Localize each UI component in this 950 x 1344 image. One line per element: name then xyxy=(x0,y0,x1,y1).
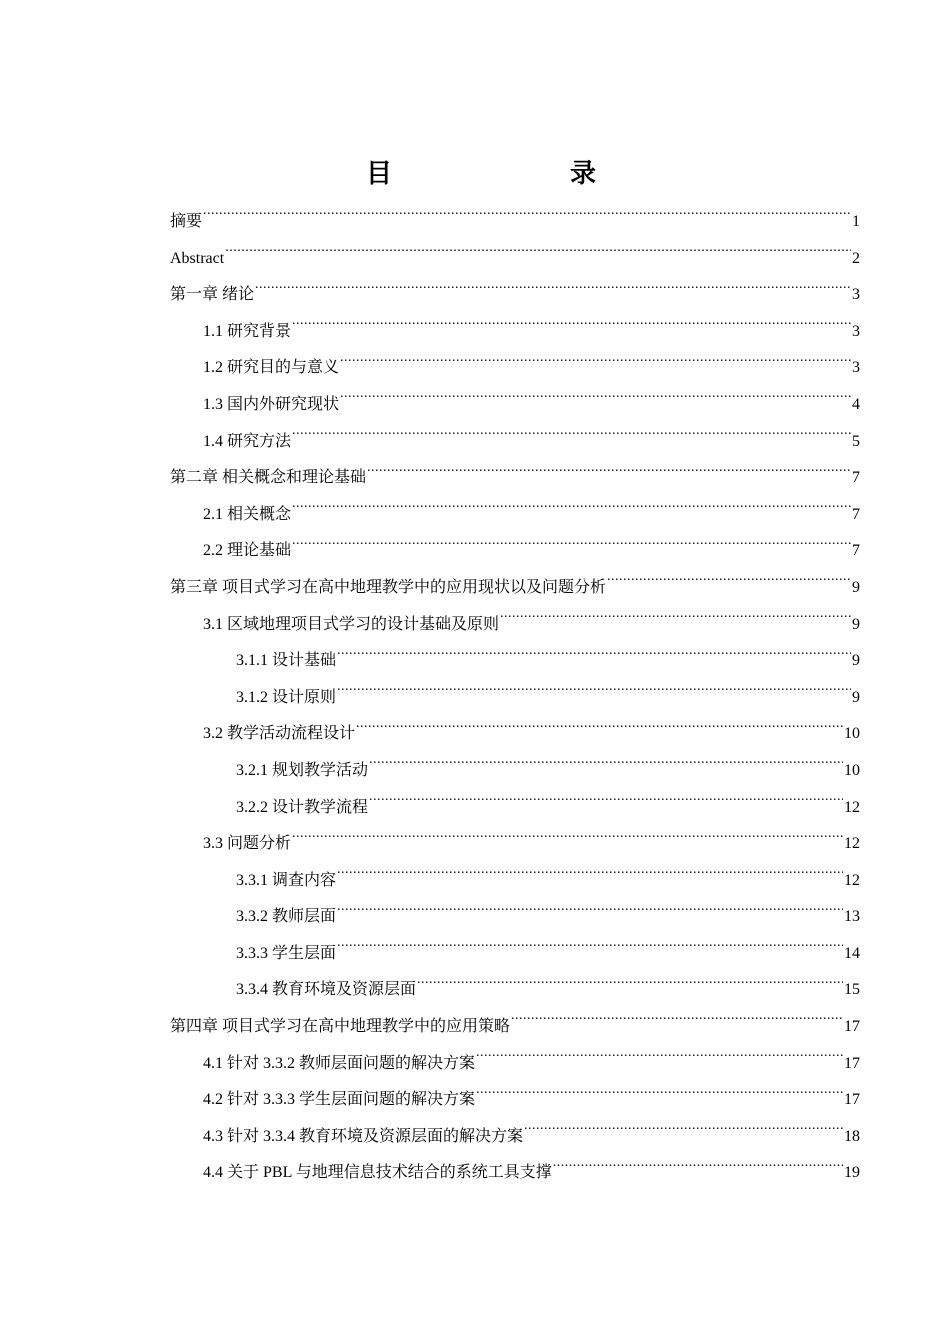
toc-entry-page: 9 xyxy=(852,615,860,633)
toc-entry-label: 3.1 区域地理项目式学习的设计基础及原则 xyxy=(203,615,500,633)
toc-entry-page: 10 xyxy=(844,725,860,743)
toc-dot-leader xyxy=(292,320,851,336)
toc-entry[interactable] xyxy=(170,790,860,827)
toc-entry-label: 1.1 研究背景 xyxy=(203,322,292,340)
toc-entry-label: 第三章 项目式学习在高中地理教学中的应用现状以及问题分析 xyxy=(170,578,607,596)
toc-dot-leader xyxy=(292,832,843,848)
toc-entry-label: 摘要 xyxy=(170,213,203,230)
toc-entry-page: 9 xyxy=(852,688,860,706)
toc-dot-leader xyxy=(607,576,851,592)
toc-dot-leader xyxy=(524,1125,843,1141)
toc-entry-page: 18 xyxy=(844,1127,860,1145)
toc-entry-label: 3.2.1 规划教学活动 xyxy=(236,761,369,779)
toc-entry-page: 7 xyxy=(852,542,860,560)
toc-entry[interactable] xyxy=(170,1119,860,1156)
toc-entry[interactable] xyxy=(170,350,860,387)
toc-dot-leader xyxy=(337,869,843,885)
toc-entry-label: 3.2 教学活动流程设计 xyxy=(203,725,356,743)
toc-dot-leader xyxy=(340,393,851,409)
toc-dot-leader xyxy=(553,1161,843,1177)
toc-entry-label: 3.3.2 教师层面 xyxy=(236,908,337,926)
toc-entry[interactable] xyxy=(170,570,860,607)
toc-entry-page: 12 xyxy=(844,871,860,889)
toc-entry-label: 第四章 项目式学习在高中地理教学中的应用策略 xyxy=(170,1018,511,1036)
toc-entry[interactable] xyxy=(170,497,860,534)
toc-entry[interactable] xyxy=(170,643,860,680)
toc-entry[interactable] xyxy=(170,899,860,936)
toc-dot-leader xyxy=(337,942,843,958)
toc-dot-leader xyxy=(255,283,851,299)
toc-entry[interactable] xyxy=(170,277,860,314)
toc-entry-label: 1.2 研究目的与意义 xyxy=(203,359,340,377)
toc-entry-label: 3.3.4 教育环境及资源层面 xyxy=(236,981,417,999)
toc-entry-page: 7 xyxy=(852,505,860,523)
toc-entry[interactable] xyxy=(170,460,860,497)
toc-entry-label: 3.3.1 调查内容 xyxy=(236,871,337,889)
toc-entry[interactable] xyxy=(170,826,860,863)
toc-dot-leader xyxy=(337,686,851,702)
toc-dot-leader xyxy=(337,905,843,921)
toc-entry-label: 2.1 相关概念 xyxy=(203,505,292,523)
toc-entry[interactable] xyxy=(170,1082,860,1119)
toc-entry-page: 17 xyxy=(844,1054,860,1072)
toc-entry-label: 1.4 研究方法 xyxy=(203,432,292,450)
toc-entry[interactable] xyxy=(170,241,860,278)
toc-entry[interactable] xyxy=(170,424,860,461)
toc-dot-leader xyxy=(511,1015,843,1031)
toc-entry[interactable] xyxy=(170,1155,860,1192)
toc-dot-leader xyxy=(476,1052,843,1068)
toc-entry-label: 1.3 国内外研究现状 xyxy=(203,395,340,413)
toc-dot-leader xyxy=(292,539,851,555)
toc-entry-label: 4.1 针对 3.3.2 教师层面问题的解决方案 xyxy=(203,1054,476,1072)
toc-entry[interactable] xyxy=(170,314,860,351)
toc-entry[interactable] xyxy=(170,204,860,241)
toc-title: 目 录 xyxy=(365,159,638,189)
toc-entry-page: 9 xyxy=(852,652,860,670)
toc-entry-label: 3.1.1 设计基础 xyxy=(236,652,337,670)
toc-entry[interactable] xyxy=(170,936,860,973)
toc-entry-label: 3.1.2 设计原则 xyxy=(236,688,337,706)
toc-dot-leader xyxy=(225,247,851,263)
toc-dot-leader xyxy=(356,722,843,738)
toc-entry-label: 4.3 针对 3.3.4 教育环境及资源层面的解决方案 xyxy=(203,1127,524,1145)
toc-entry-label: 第二章 相关概念和理论基础 xyxy=(170,469,367,487)
toc-entry-label: 3.3 问题分析 xyxy=(203,835,292,853)
toc-entry[interactable] xyxy=(170,716,860,753)
toc-entry-label: Abstract xyxy=(170,249,225,267)
toc-dot-leader xyxy=(369,796,843,812)
toc-entry-label: 3.2.2 设计教学流程 xyxy=(236,798,369,816)
toc-entry-page: 3 xyxy=(852,286,860,304)
toc-entry-label: 4.2 针对 3.3.3 学生层面问题的解决方案 xyxy=(203,1091,476,1109)
toc-entry[interactable] xyxy=(170,863,860,900)
toc-entry-page: 12 xyxy=(844,835,860,853)
toc-entry-page: 5 xyxy=(852,432,860,450)
toc-entry-page: 19 xyxy=(844,1164,860,1182)
toc-entry-page: 4 xyxy=(852,395,860,413)
toc-entry-page: 13 xyxy=(844,908,860,926)
toc-entry[interactable] xyxy=(170,972,860,1009)
toc-entry[interactable] xyxy=(170,1046,860,1083)
toc-entry-page: 12 xyxy=(844,798,860,816)
toc-entry-page: 17 xyxy=(844,1091,860,1109)
toc-entry-page: 3 xyxy=(852,359,860,377)
toc-entry-page: 2 xyxy=(852,249,860,267)
toc-entry[interactable] xyxy=(170,533,860,570)
toc-entry-label: 2.2 理论基础 xyxy=(203,542,292,560)
toc-list xyxy=(170,204,860,1192)
toc-dot-leader xyxy=(340,356,851,372)
toc-dot-leader xyxy=(476,1088,843,1104)
toc-entry-page: 17 xyxy=(844,1018,860,1036)
toc-entry-label: 3.3.3 学生层面 xyxy=(236,944,337,962)
toc-entry[interactable] xyxy=(170,1009,860,1046)
toc-dot-leader xyxy=(369,759,843,775)
toc-entry-page: 7 xyxy=(852,469,860,487)
toc-entry-page: 10 xyxy=(844,761,860,779)
toc-dot-leader xyxy=(337,649,851,665)
toc-dot-leader xyxy=(367,466,851,482)
toc-entry[interactable] xyxy=(170,607,860,644)
toc-entry-page: 1 xyxy=(852,213,860,230)
toc-dot-leader xyxy=(500,613,851,629)
toc-entry-label: 4.4 关于 PBL 与地理信息技术结合的系统工具支撑 xyxy=(203,1164,552,1182)
toc-entry[interactable] xyxy=(170,680,860,717)
toc-dot-leader xyxy=(203,210,851,226)
toc-entry-page: 9 xyxy=(852,578,860,596)
toc-entry[interactable] xyxy=(170,753,860,790)
toc-dot-leader xyxy=(292,430,851,446)
toc-entry-page: 15 xyxy=(844,981,860,999)
toc-entry-label: 第一章 绪论 xyxy=(170,286,255,304)
toc-entry-page: 14 xyxy=(844,944,860,962)
toc-dot-leader xyxy=(292,503,851,519)
toc-entry-page: 3 xyxy=(852,322,860,340)
toc-dot-leader xyxy=(417,978,843,994)
toc-entry[interactable] xyxy=(170,387,860,424)
